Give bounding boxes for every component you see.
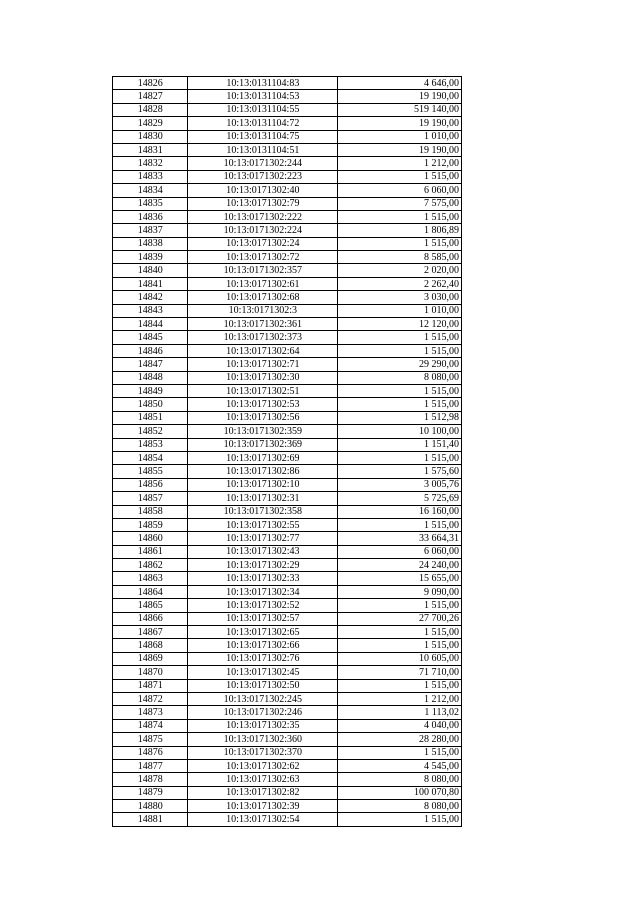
table-row: [113, 773, 462, 786]
table-row: [113, 465, 462, 478]
row-number-cell: 14880: [113, 800, 188, 813]
cadastral-number-cell: 10:13:0171302:40: [188, 184, 338, 197]
value-cell: 3 005,76: [338, 478, 462, 491]
table-row: [113, 224, 462, 237]
cadastral-number-cell: 10:13:0171302:3: [188, 304, 338, 317]
value-cell: 1 212,00: [338, 692, 462, 705]
row-number-cell: 14827: [113, 90, 188, 103]
table-row: [113, 277, 462, 290]
value-cell: 100 070,80: [338, 786, 462, 799]
value-cell: 2 020,00: [338, 264, 462, 277]
table-row: [113, 585, 462, 598]
table-row: [113, 545, 462, 558]
cadastral-number-cell: 10:13:0171302:57: [188, 612, 338, 625]
document-page: [112, 76, 462, 827]
value-cell: 71 710,00: [338, 666, 462, 679]
row-number-cell: 14870: [113, 666, 188, 679]
cadastral-number-cell: 10:13:0171302:222: [188, 210, 338, 223]
cadastral-number-cell: 10:13:0171302:79: [188, 197, 338, 210]
cadastral-number-cell: 10:13:0171302:39: [188, 800, 338, 813]
cadastral-number-cell: 10:13:0171302:34: [188, 585, 338, 598]
row-number-cell: 14858: [113, 505, 188, 518]
value-cell: 1 515,00: [338, 384, 462, 397]
row-number-cell: 14847: [113, 358, 188, 371]
value-cell: 8 585,00: [338, 251, 462, 264]
table-row: [113, 451, 462, 464]
cadastral-number-cell: 10:13:0131104:53: [188, 90, 338, 103]
value-cell: 27 700,26: [338, 612, 462, 625]
row-number-cell: 14841: [113, 277, 188, 290]
row-number-cell: 14873: [113, 706, 188, 719]
cadastral-number-cell: 10:13:0171302:56: [188, 411, 338, 424]
table-row: [113, 251, 462, 264]
row-number-cell: 14876: [113, 746, 188, 759]
row-number-cell: 14866: [113, 612, 188, 625]
table-row: [113, 398, 462, 411]
value-cell: 1 575,60: [338, 465, 462, 478]
table-row: [113, 612, 462, 625]
value-cell: 24 240,00: [338, 559, 462, 572]
cadastral-number-cell: 10:13:0171302:358: [188, 505, 338, 518]
row-number-cell: 14877: [113, 759, 188, 772]
row-number-cell: 14830: [113, 130, 188, 143]
table-row: [113, 599, 462, 612]
value-cell: 33 664,31: [338, 532, 462, 545]
cadastral-number-cell: 10:13:0171302:224: [188, 224, 338, 237]
cadastral-number-cell: 10:13:0171302:65: [188, 626, 338, 639]
row-number-cell: 14839: [113, 251, 188, 264]
row-number-cell: 14844: [113, 318, 188, 331]
table-row: [113, 706, 462, 719]
table-row: [113, 184, 462, 197]
value-cell: 1 515,00: [338, 331, 462, 344]
table-row: [113, 518, 462, 531]
cadastral-number-cell: 10:13:0171302:71: [188, 358, 338, 371]
value-cell: 9 090,00: [338, 585, 462, 598]
value-cell: 1 515,00: [338, 599, 462, 612]
value-cell: 1 010,00: [338, 130, 462, 143]
row-number-cell: 14862: [113, 559, 188, 572]
value-cell: 12 120,00: [338, 318, 462, 331]
table-row: [113, 197, 462, 210]
row-number-cell: 14850: [113, 398, 188, 411]
row-number-cell: 14852: [113, 425, 188, 438]
value-cell: 19 190,00: [338, 117, 462, 130]
row-number-cell: 14879: [113, 786, 188, 799]
cadastral-number-cell: 10:13:0131104:75: [188, 130, 338, 143]
table-row: [113, 759, 462, 772]
cadastral-number-cell: 10:13:0171302:10: [188, 478, 338, 491]
value-cell: 28 280,00: [338, 733, 462, 746]
row-number-cell: 14871: [113, 679, 188, 692]
row-number-cell: 14867: [113, 626, 188, 639]
value-cell: 7 575,00: [338, 197, 462, 210]
table-row: [113, 77, 462, 90]
cadastral-number-cell: 10:13:0171302:359: [188, 425, 338, 438]
row-number-cell: 14826: [113, 77, 188, 90]
row-number-cell: 14872: [113, 692, 188, 705]
table-row: [113, 532, 462, 545]
row-number-cell: 14881: [113, 813, 188, 826]
row-number-cell: 14851: [113, 411, 188, 424]
table-row: [113, 90, 462, 103]
cadastral-number-cell: 10:13:0171302:373: [188, 331, 338, 344]
value-cell: 1 515,00: [338, 210, 462, 223]
table-row: [113, 813, 462, 826]
value-cell: 15 655,00: [338, 572, 462, 585]
value-cell: 19 190,00: [338, 143, 462, 156]
cadastral-number-cell: 10:13:0171302:77: [188, 532, 338, 545]
cadastral-number-cell: 10:13:0171302:30: [188, 371, 338, 384]
table-row: [113, 492, 462, 505]
row-number-cell: 14843: [113, 304, 188, 317]
cadastral-number-cell: 10:13:0131104:55: [188, 103, 338, 116]
table-row: [113, 411, 462, 424]
value-cell: 1 515,00: [338, 237, 462, 250]
table-row: [113, 291, 462, 304]
table-row: [113, 692, 462, 705]
value-cell: 19 190,00: [338, 90, 462, 103]
cadastral-number-cell: 10:13:0171302:246: [188, 706, 338, 719]
cadastral-number-cell: 10:13:0171302:35: [188, 719, 338, 732]
cadastral-number-cell: 10:13:0171302:66: [188, 639, 338, 652]
cadastral-number-cell: 10:13:0171302:51: [188, 384, 338, 397]
row-number-cell: 14837: [113, 224, 188, 237]
value-cell: 1 515,00: [338, 344, 462, 357]
table-row: [113, 157, 462, 170]
value-cell: 1 512,98: [338, 411, 462, 424]
cadastral-number-cell: 10:13:0171302:50: [188, 679, 338, 692]
row-number-cell: 14849: [113, 384, 188, 397]
value-cell: 1 151,40: [338, 438, 462, 451]
table-row: [113, 733, 462, 746]
cadastral-value-table: [112, 76, 462, 827]
row-number-cell: 14864: [113, 585, 188, 598]
table-row: [113, 264, 462, 277]
value-cell: 1 515,00: [338, 518, 462, 531]
value-cell: 1 515,00: [338, 679, 462, 692]
cadastral-number-cell: 10:13:0171302:61: [188, 277, 338, 290]
table-row: [113, 358, 462, 371]
value-cell: 1 515,00: [338, 626, 462, 639]
table-row: [113, 318, 462, 331]
value-cell: 29 290,00: [338, 358, 462, 371]
cadastral-number-cell: 10:13:0171302:82: [188, 786, 338, 799]
row-number-cell: 14832: [113, 157, 188, 170]
table-row: [113, 746, 462, 759]
table-row: [113, 210, 462, 223]
cadastral-number-cell: 10:13:0171302:45: [188, 666, 338, 679]
row-number-cell: 14842: [113, 291, 188, 304]
row-number-cell: 14859: [113, 518, 188, 531]
cadastral-number-cell: 10:13:0171302:54: [188, 813, 338, 826]
row-number-cell: 14838: [113, 237, 188, 250]
row-number-cell: 14855: [113, 465, 188, 478]
value-cell: 8 080,00: [338, 371, 462, 384]
table-row: [113, 331, 462, 344]
value-cell: 2 262,40: [338, 277, 462, 290]
cadastral-number-cell: 10:13:0171302:43: [188, 545, 338, 558]
table-row: [113, 626, 462, 639]
row-number-cell: 14860: [113, 532, 188, 545]
table-row: [113, 384, 462, 397]
cadastral-number-cell: 10:13:0131104:83: [188, 77, 338, 90]
row-number-cell: 14840: [113, 264, 188, 277]
table-row: [113, 572, 462, 585]
cadastral-number-cell: 10:13:0171302:55: [188, 518, 338, 531]
value-cell: 1 212,00: [338, 157, 462, 170]
value-cell: 1 515,00: [338, 170, 462, 183]
table-row: [113, 438, 462, 451]
cadastral-number-cell: 10:13:0171302:86: [188, 465, 338, 478]
value-cell: 1 515,00: [338, 813, 462, 826]
row-number-cell: 14856: [113, 478, 188, 491]
table-row: [113, 652, 462, 665]
cadastral-number-cell: 10:13:0171302:72: [188, 251, 338, 264]
row-number-cell: 14836: [113, 210, 188, 223]
row-number-cell: 14868: [113, 639, 188, 652]
value-cell: 1 515,00: [338, 639, 462, 652]
value-cell: 6 060,00: [338, 184, 462, 197]
row-number-cell: 14846: [113, 344, 188, 357]
row-number-cell: 14857: [113, 492, 188, 505]
table-row: [113, 719, 462, 732]
cadastral-number-cell: 10:13:0171302:244: [188, 157, 338, 170]
cadastral-number-cell: 10:13:0171302:245: [188, 692, 338, 705]
row-number-cell: 14861: [113, 545, 188, 558]
cadastral-number-cell: 10:13:0171302:369: [188, 438, 338, 451]
table-row: [113, 371, 462, 384]
table-row: [113, 130, 462, 143]
cadastral-number-cell: 10:13:0171302:64: [188, 344, 338, 357]
value-cell: 1 010,00: [338, 304, 462, 317]
value-cell: 4 646,00: [338, 77, 462, 90]
table-row: [113, 103, 462, 116]
cadastral-number-cell: 10:13:0171302:360: [188, 733, 338, 746]
value-cell: 16 160,00: [338, 505, 462, 518]
table-row: [113, 800, 462, 813]
table-row: [113, 425, 462, 438]
value-cell: 1 515,00: [338, 398, 462, 411]
cadastral-number-cell: 10:13:0171302:361: [188, 318, 338, 331]
row-number-cell: 14878: [113, 773, 188, 786]
row-number-cell: 14828: [113, 103, 188, 116]
value-cell: 6 060,00: [338, 545, 462, 558]
table-row: [113, 170, 462, 183]
table-row: [113, 237, 462, 250]
value-cell: 3 030,00: [338, 291, 462, 304]
row-number-cell: 14834: [113, 184, 188, 197]
value-cell: 8 080,00: [338, 800, 462, 813]
table-row: [113, 679, 462, 692]
value-cell: 10 100,00: [338, 425, 462, 438]
row-number-cell: 14853: [113, 438, 188, 451]
row-number-cell: 14829: [113, 117, 188, 130]
cadastral-number-cell: 10:13:0171302:63: [188, 773, 338, 786]
cadastral-number-cell: 10:13:0171302:69: [188, 451, 338, 464]
table-row: [113, 478, 462, 491]
table-row: [113, 559, 462, 572]
row-number-cell: 14835: [113, 197, 188, 210]
table-row: [113, 117, 462, 130]
table-row: [113, 786, 462, 799]
row-number-cell: 14865: [113, 599, 188, 612]
cadastral-number-cell: 10:13:0131104:51: [188, 143, 338, 156]
cadastral-number-cell: 10:13:0171302:33: [188, 572, 338, 585]
row-number-cell: 14869: [113, 652, 188, 665]
cadastral-number-cell: 10:13:0171302:31: [188, 492, 338, 505]
cadastral-number-cell: 10:13:0131104:72: [188, 117, 338, 130]
row-number-cell: 14874: [113, 719, 188, 732]
value-cell: 1 515,00: [338, 451, 462, 464]
row-number-cell: 14854: [113, 451, 188, 464]
value-cell: 1 806,89: [338, 224, 462, 237]
row-number-cell: 14848: [113, 371, 188, 384]
cadastral-number-cell: 10:13:0171302:223: [188, 170, 338, 183]
cadastral-number-cell: 10:13:0171302:76: [188, 652, 338, 665]
row-number-cell: 14833: [113, 170, 188, 183]
table-row: [113, 505, 462, 518]
value-cell: 5 725,69: [338, 492, 462, 505]
value-cell: 4 040,00: [338, 719, 462, 732]
table-row: [113, 639, 462, 652]
table-row: [113, 666, 462, 679]
row-number-cell: 14875: [113, 733, 188, 746]
value-cell: 10 605,00: [338, 652, 462, 665]
cadastral-number-cell: 10:13:0171302:68: [188, 291, 338, 304]
value-cell: 4 545,00: [338, 759, 462, 772]
row-number-cell: 14863: [113, 572, 188, 585]
value-cell: 8 080,00: [338, 773, 462, 786]
table-body: [113, 77, 462, 827]
cadastral-number-cell: 10:13:0171302:29: [188, 559, 338, 572]
row-number-cell: 14845: [113, 331, 188, 344]
cadastral-number-cell: 10:13:0171302:52: [188, 599, 338, 612]
value-cell: 1 113,02: [338, 706, 462, 719]
cadastral-number-cell: 10:13:0171302:53: [188, 398, 338, 411]
value-cell: 1 515,00: [338, 746, 462, 759]
table-row: [113, 143, 462, 156]
cadastral-number-cell: 10:13:0171302:357: [188, 264, 338, 277]
cadastral-number-cell: 10:13:0171302:370: [188, 746, 338, 759]
row-number-cell: 14831: [113, 143, 188, 156]
cadastral-number-cell: 10:13:0171302:62: [188, 759, 338, 772]
value-cell: 519 140,00: [338, 103, 462, 116]
table-row: [113, 304, 462, 317]
table-row: [113, 344, 462, 357]
cadastral-number-cell: 10:13:0171302:24: [188, 237, 338, 250]
